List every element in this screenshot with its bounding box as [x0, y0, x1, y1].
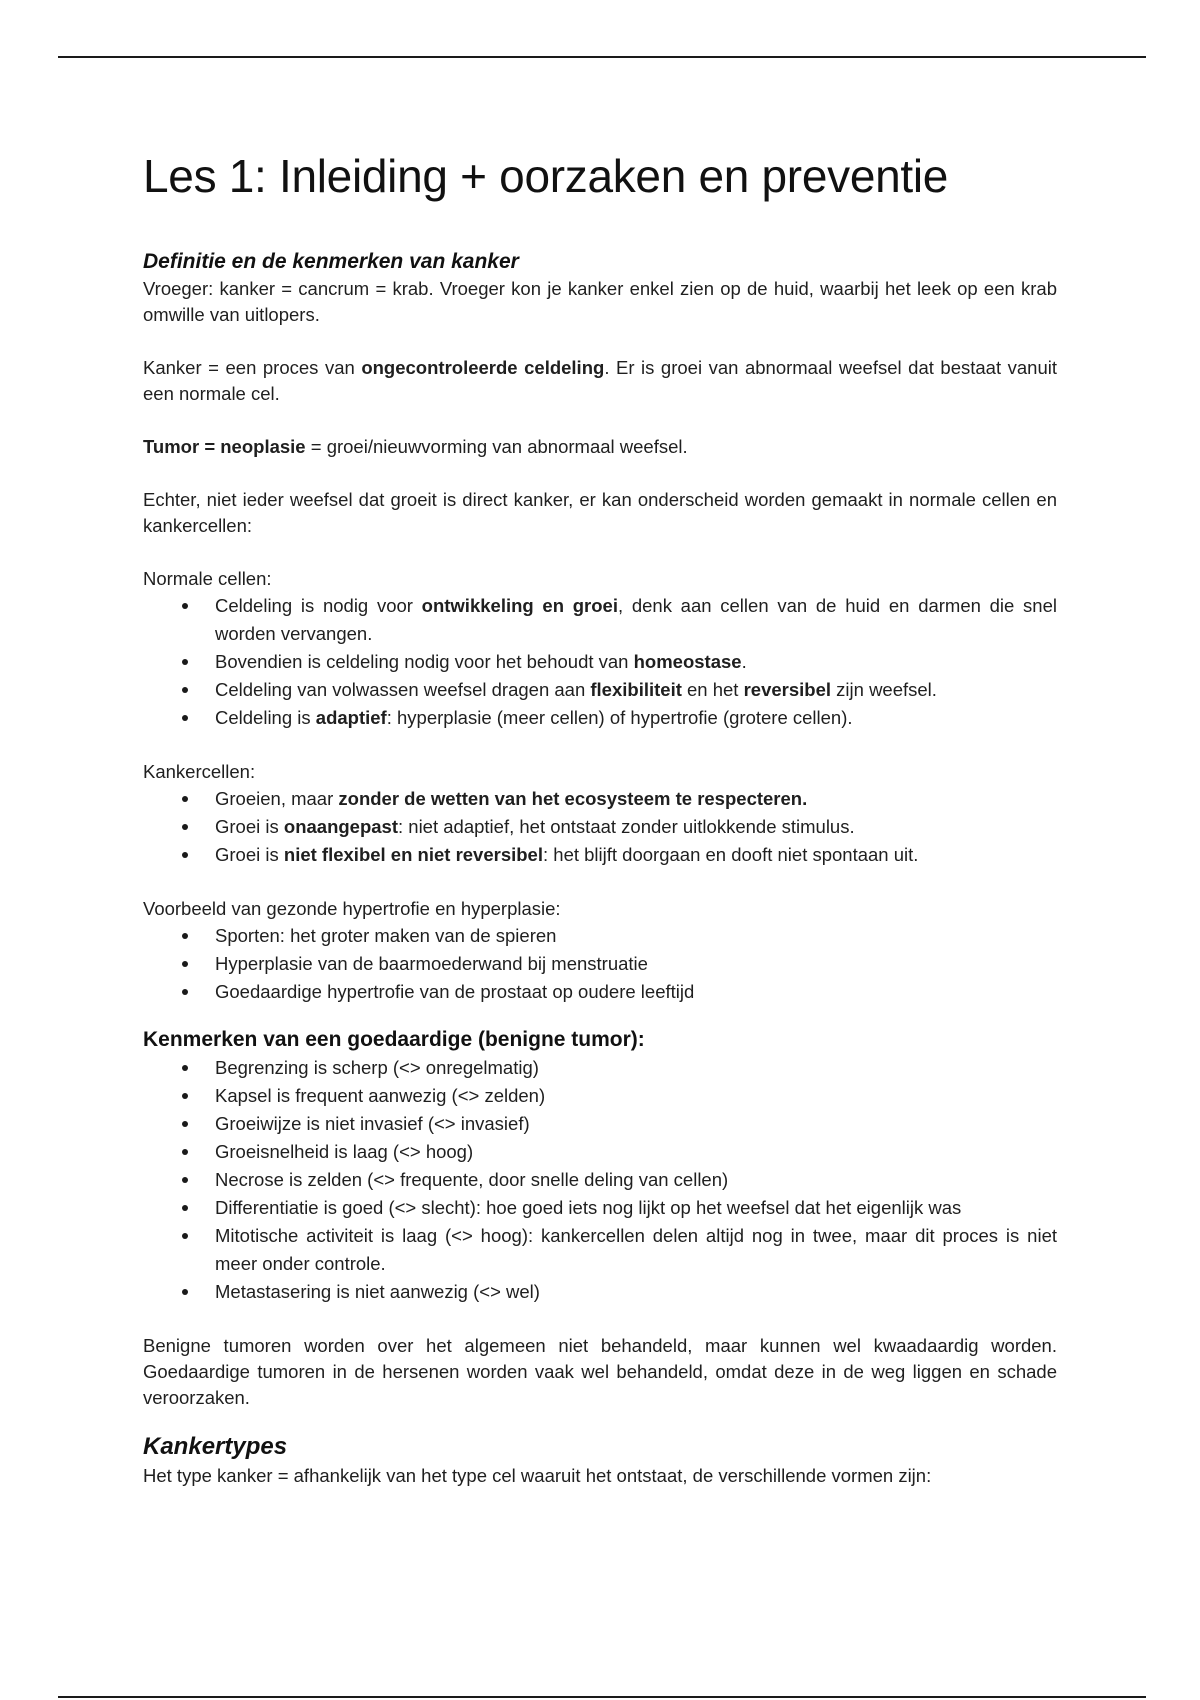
cancer-cells-list	[143, 785, 1057, 869]
document-page	[143, 148, 1057, 1489]
list-item: Metastasering is niet aanwezig (<> wel)	[215, 1278, 1057, 1306]
list-item: Groeien, maar zonder de wetten van het ecosysteem te respecteren.	[215, 785, 1057, 813]
list-item: Differentiatie is goed (<> slecht): hoe goed iets nog lijkt op het weefsel dat het eigenlijk was	[215, 1194, 1057, 1222]
paragraph-tumor: Tumor = neoplasie = groei/nieuwvorming van abnormaal weefsel.	[143, 436, 688, 457]
list-item: Groei is niet flexibel en niet reversibel: het blijft doorgaan en dooft niet spontaan uit.	[215, 841, 1057, 869]
paragraph-types: Het type kanker = afhankelijk van het type cel waaruit het ontstaat, de verschillende vormen zijn:	[143, 1465, 932, 1486]
example-label: Voorbeeld van gezonde hypertrofie en hyperplasie:	[143, 898, 561, 919]
normal-cells-label: Normale cellen:	[143, 568, 272, 589]
list-item: Kapsel is frequent aanwezig (<> zelden)	[215, 1082, 1057, 1110]
bottom-divider	[58, 1696, 1146, 1698]
list-item: Celdeling van volwassen weefsel dragen aan flexibiliteit en het reversibel zijn weefsel.	[215, 676, 1057, 704]
section-heading-benign: Kenmerken van een goedaardige (benigne tumor):	[143, 1028, 645, 1051]
cancer-cells-label: Kankercellen:	[143, 761, 256, 782]
list-item: Mitotische activiteit is laag (<> hoog): kankercellen delen altijd nog in twee, maar dit proces is niet meer onder controle.	[215, 1222, 1057, 1278]
list-item: Goedaardige hypertrofie van de prostaat op oudere leeftijd	[215, 978, 1057, 1006]
top-divider	[58, 56, 1146, 58]
list-item: Celdeling is adaptief: hyperplasie (meer cellen) of hypertrofie (grotere cellen).	[215, 704, 1057, 732]
paragraph-benign-treatment: Benigne tumoren worden over het algemeen niet behandeld, maar kunnen wel kwaadaardig worden. Goedaardige tumoren in de hersenen worden vaak wel behandeld, omdat deze in de weg liggen en schade veroorzaken.	[143, 1335, 1057, 1408]
list-item: Groeiwijze is niet invasief (<> invasief)	[215, 1110, 1057, 1138]
benign-list	[143, 1054, 1057, 1306]
list-item: Groeisnelheid is laag (<> hoog)	[215, 1138, 1057, 1166]
paragraph-definition: Kanker = een proces van ongecontroleerde celdeling. Er is groei van abnormaal weefsel dat bestaat vanuit een normale cel.	[143, 357, 1058, 404]
section-heading-types: Kankertypes	[143, 1433, 288, 1460]
list-item: Hyperplasie van de baarmoederwand bij menstruatie	[215, 950, 1057, 978]
paragraph-history: Vroeger: kanker = cancrum = krab. Vroeger kon je kanker enkel zien op de huid, waarbij het leek op een krab omwille van uitlopers.	[143, 278, 1057, 325]
example-list	[143, 922, 1057, 1006]
list-item: Celdeling is nodig voor ontwikkeling en groei, denk aan cellen van de huid en darmen die snel worden vervangen.	[215, 592, 1057, 648]
list-item: Necrose is zelden (<> frequente, door snelle deling van cellen)	[215, 1166, 1057, 1194]
list-item: Sporten: het groter maken van de spieren	[215, 922, 1057, 950]
section-heading-definition: Definitie en de kenmerken van kanker	[143, 250, 519, 273]
list-item: Begrenzing is scherp (<> onregelmatig)	[215, 1054, 1057, 1082]
list-item: Groei is onaangepast: niet adaptief, het ontstaat zonder uitlokkende stimulus.	[215, 813, 1057, 841]
page-title: Les 1: Inleiding + oorzaken en preventie	[143, 150, 949, 202]
normal-cells-list	[143, 592, 1057, 732]
paragraph-distinction: Echter, niet ieder weefsel dat groeit is direct kanker, er kan onderscheid worden gemaakt in normale cellen en kankercellen:	[143, 489, 1057, 536]
list-item: Bovendien is celdeling nodig voor het behoudt van homeostase.	[215, 648, 1057, 676]
